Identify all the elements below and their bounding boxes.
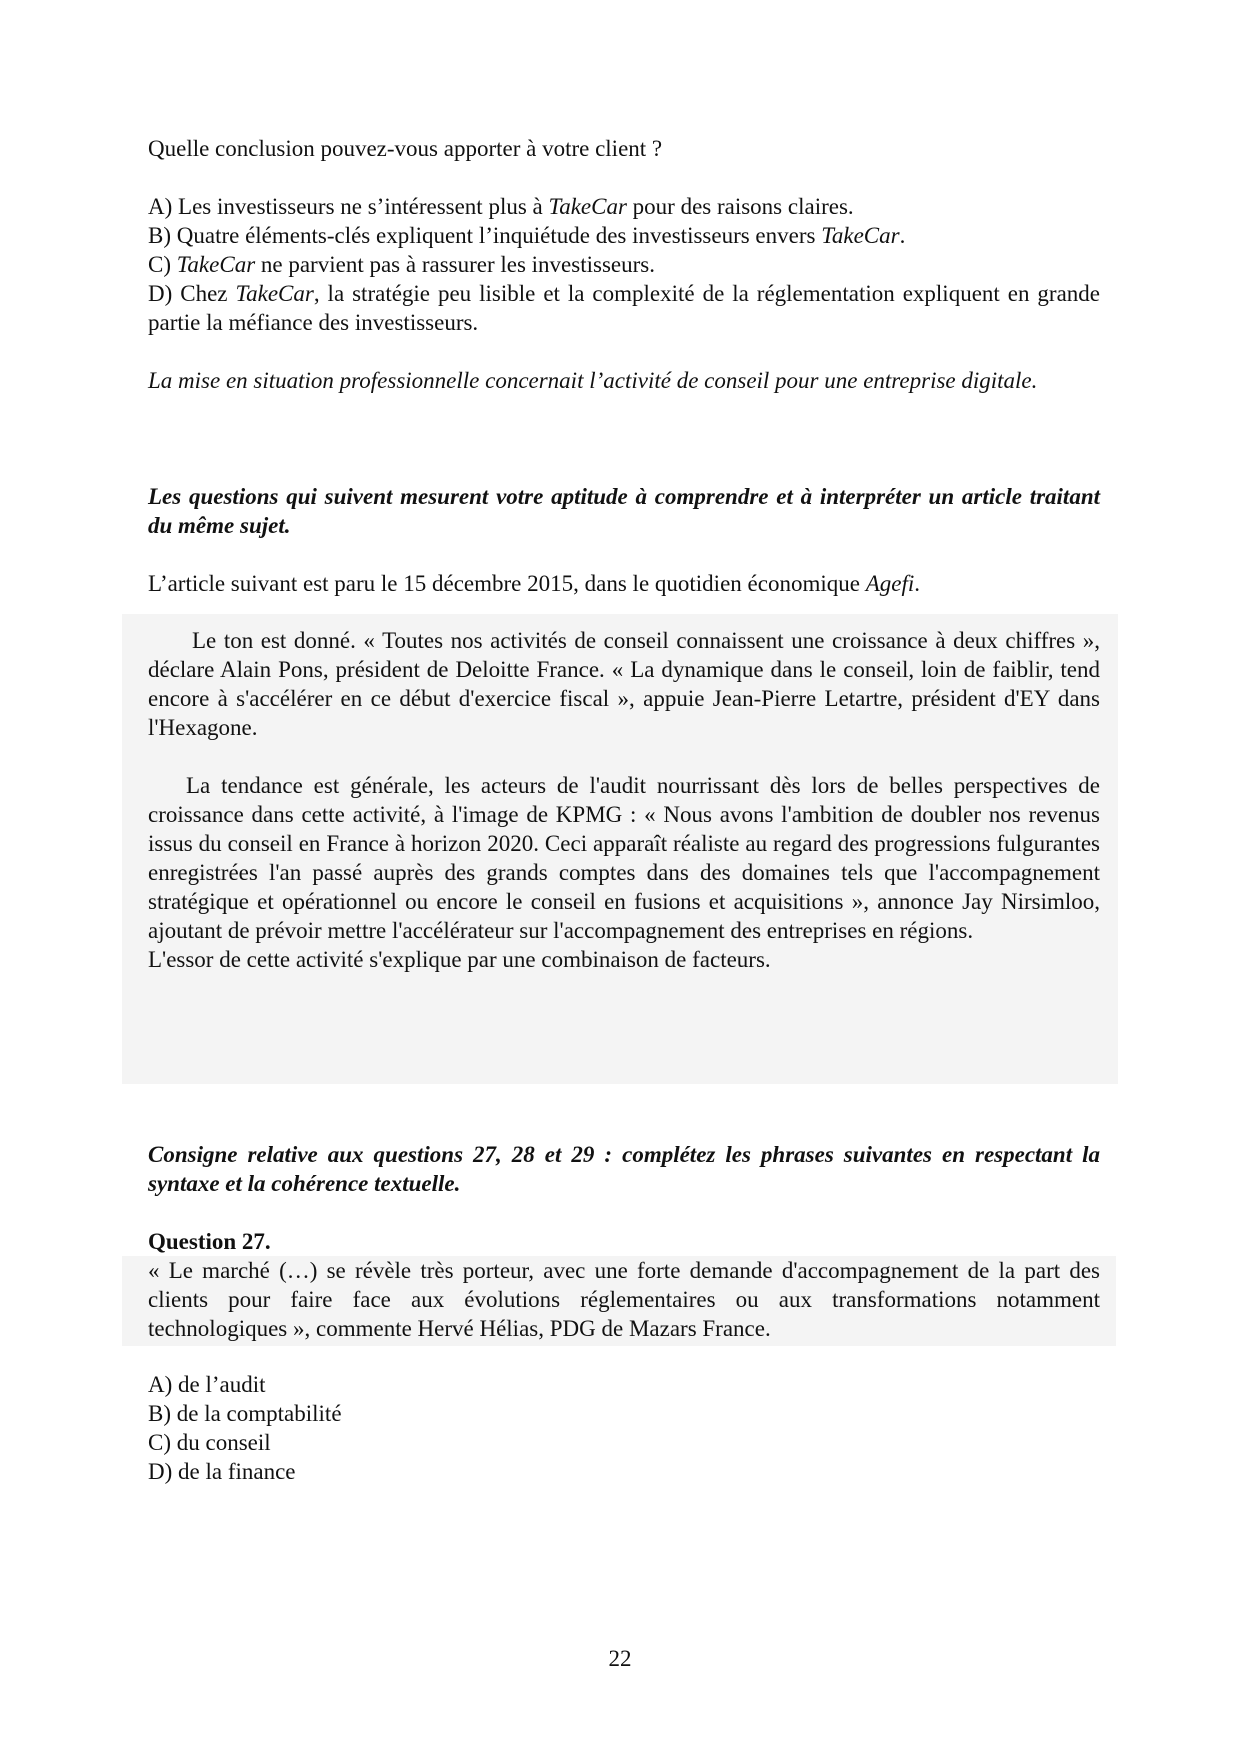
question-option-b: B) de la comptabilité [148,1401,342,1426]
top-question-text: Quelle conclusion pouvez-vous apporter à votre client ? [148,136,663,161]
question-quote [148,1256,1100,1343]
question-option-d: D) de la finance [148,1459,296,1484]
top-option-d: D) Chez TakeCar, la stratégie peu lisible et la complexité de la réglementation expliquent en grande partie la méfiance des investisseurs. [148,281,1100,335]
question-title-text: Question 27. [148,1229,271,1254]
context-note-text: La mise en situation professionnelle concernait l’activité de conseil pour une entreprise digitale. [148,368,1038,393]
top-option-c: C) TakeCar ne parvient pas à rassurer les investisseurs. [148,252,655,277]
question-option-a: A) de l’audit [148,1372,266,1397]
section-instruction [148,482,1100,540]
article-paragraph-2: La tendance est générale, les acteurs de l'audit nourrissant dès lors de belles perspectives de croissance dans cette activité, à l'image de KPMG : « Nous avons l'ambition de doubler nos revenus issus du conseil en France à horizon 2020. Ceci apparaît réaliste au regard des progressions fulgurantes enregistrées l'an passé auprès des grands comptes dans des domaines tels que l'accompagnement stratégique et opérationnel ou encore le conseil en fusions et acquisitions », annonce Jay Nirsimloo, ajoutant de prévoir mettre l'accélérateur sur l'accompagnement des entreprises en régions. [148,773,1100,943]
top-option-b: B) Quatre éléments-clés expliquent l’inquiétude des investisseurs envers TakeCar. [148,223,906,248]
question-title [148,1227,1100,1256]
article-paragraph-3: L'essor de cette activité s'explique par une combinaison de facteurs. [148,947,771,972]
question-options-list [148,1370,1100,1486]
context-note [148,366,1100,395]
top-option-a: A) Les investisseurs ne s’intéressent plus à TakeCar pour des raisons claires. [148,194,854,219]
question-option-c: C) du conseil [148,1430,271,1455]
article-intro [148,569,1100,598]
article-paragraph-1: Le ton est donné. « Toutes nos activités de conseil connaissent une croissance à deux chiffres », déclare Alain Pons, président de Deloitte France. « La dynamique dans le conseil, loin de faiblir, tend encore à s'accélérer en ce début d'exercice fiscal », appuie Jean-Pierre Letartre, président d'EY dans l'Hexagone. [148,628,1100,740]
article-text [148,626,1100,974]
section-instruction-text: Les questions qui suivent mesurent votre aptitude à comprendre et à interpréter un article traitant du même sujet. [148,484,1100,538]
consigne [148,1140,1100,1198]
article-intro-text: L’article suivant est paru le 15 décembre 2015, dans le quotidien économique Agefi. [148,571,920,596]
page-number: 22 [608,1646,632,1671]
top-question [148,134,1100,163]
consigne-text: Consigne relative aux questions 27, 28 et 29 : complétez les phrases suivantes en respectant la syntaxe et la cohérence textuelle. [148,1142,1100,1196]
question-quote-text: « Le marché (…) se révèle très porteur, avec une forte demande d'accompagnement de la part des clients pour faire face aux évolutions réglementaires ou aux transformations notamment technologiques », commente Hervé Hélias, PDG de Mazars France. [148,1258,1100,1341]
top-options-list [148,192,1100,337]
